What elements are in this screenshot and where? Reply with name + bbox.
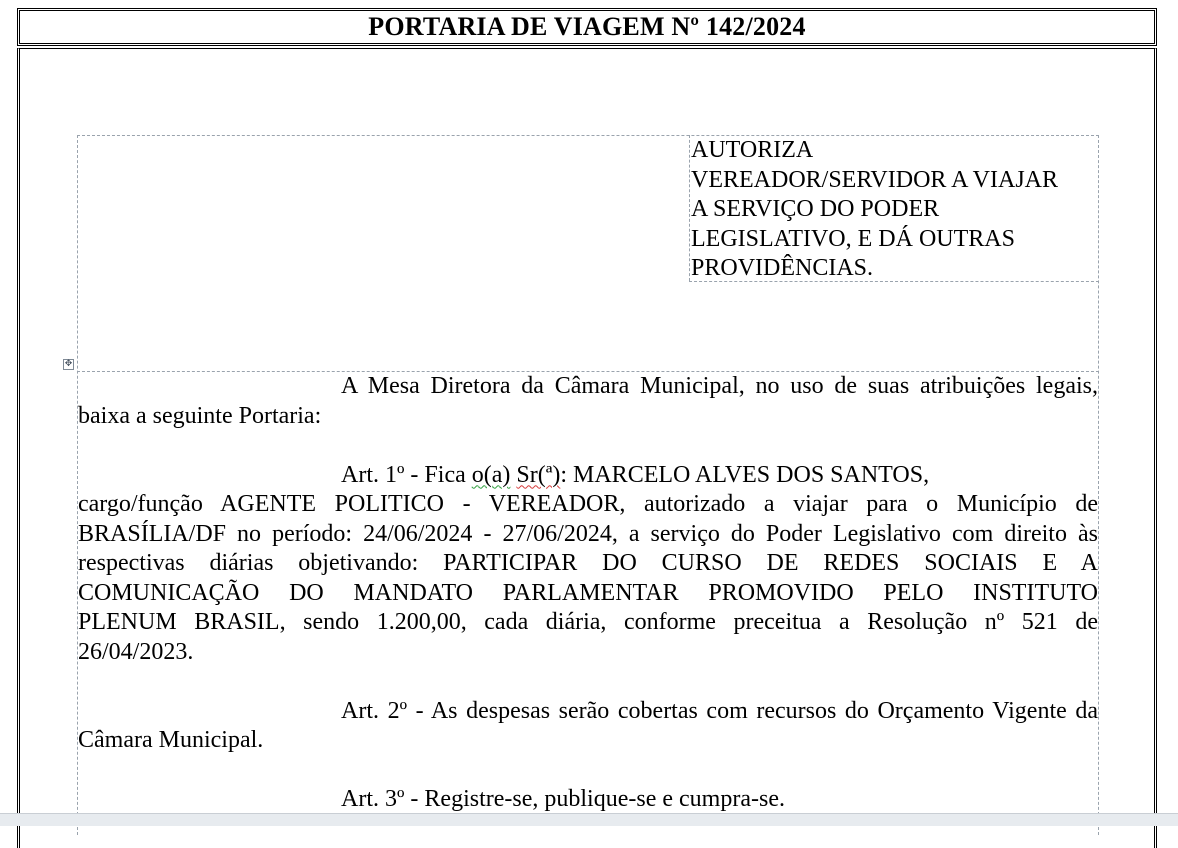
table-gridline (689, 135, 690, 281)
grammar-flag: o(a) (471, 461, 511, 488)
article-1-paragraph (78, 461, 1098, 668)
ementa-line: VEREADOR/SERVIDOR A VIAJAR (691, 166, 1059, 193)
article-2-paragraph: Art. 2º - As despesas serão cobertas com recursos do Orçamento Vigente da Câmara Municipal. (78, 697, 1098, 753)
ementa-cell[interactable] (691, 136, 1096, 284)
ementa-line: PROVIDÊNCIAS. (691, 255, 874, 281)
ementa-line: A SERVIÇO DO PODER (691, 196, 940, 222)
ementa-line: AUTORIZA (691, 137, 814, 163)
table-move-handle-icon[interactable]: ✥ (64, 359, 73, 369)
article-1-line: PLENUM BRASIL, sendo 1.200,00, cada diária, conforme preceitua a Resolução nº 521 de (78, 609, 1098, 635)
article-1-line: COMUNICAÇÃO DO MANDATO PARLAMENTAR PROMOVIDO PELO INSTITUTO (78, 579, 1098, 606)
article-1-line: 26/04/2023. (78, 638, 194, 665)
preamble-paragraph: A Mesa Diretora da Câmara Municipal, no uso de suas atribuições legais, baixa a seguinte Portaria: (78, 373, 1098, 429)
article-1-line: respectivas diárias objetivando: PARTICIPAR DO CURSO DE REDES SOCIAIS E A (78, 550, 1098, 576)
article-1-line: Art. 1º - Fica o(a) Sr(ª): MARCELO ALVES DOS SANTOS, (341, 461, 930, 488)
table-gridline (1098, 135, 1099, 835)
article-1-line: BRASÍLIA/DF no período: 24/06/2024 - 27/06/2024, a serviço do Poder Legislativo com direito às (78, 520, 1098, 547)
document-title: PORTARIA DE VIAGEM Nº 142/2024 (368, 12, 806, 41)
article-1-line: cargo/função AGENTE POLITICO - VEREADOR, autorizado a viajar para o Município de (78, 491, 1098, 517)
document-title-box (17, 8, 1157, 46)
ementa-line: LEGISLATIVO, E DÁ OUTRAS (691, 225, 1015, 252)
document-body[interactable] (78, 372, 1098, 844)
spelling-flag: Sr(ª) (516, 461, 561, 488)
horizontal-scrollbar[interactable] (0, 813, 1178, 826)
article-3-paragraph: Art. 3º - Registre-se, publique-se e cumpra-se. (341, 786, 785, 812)
